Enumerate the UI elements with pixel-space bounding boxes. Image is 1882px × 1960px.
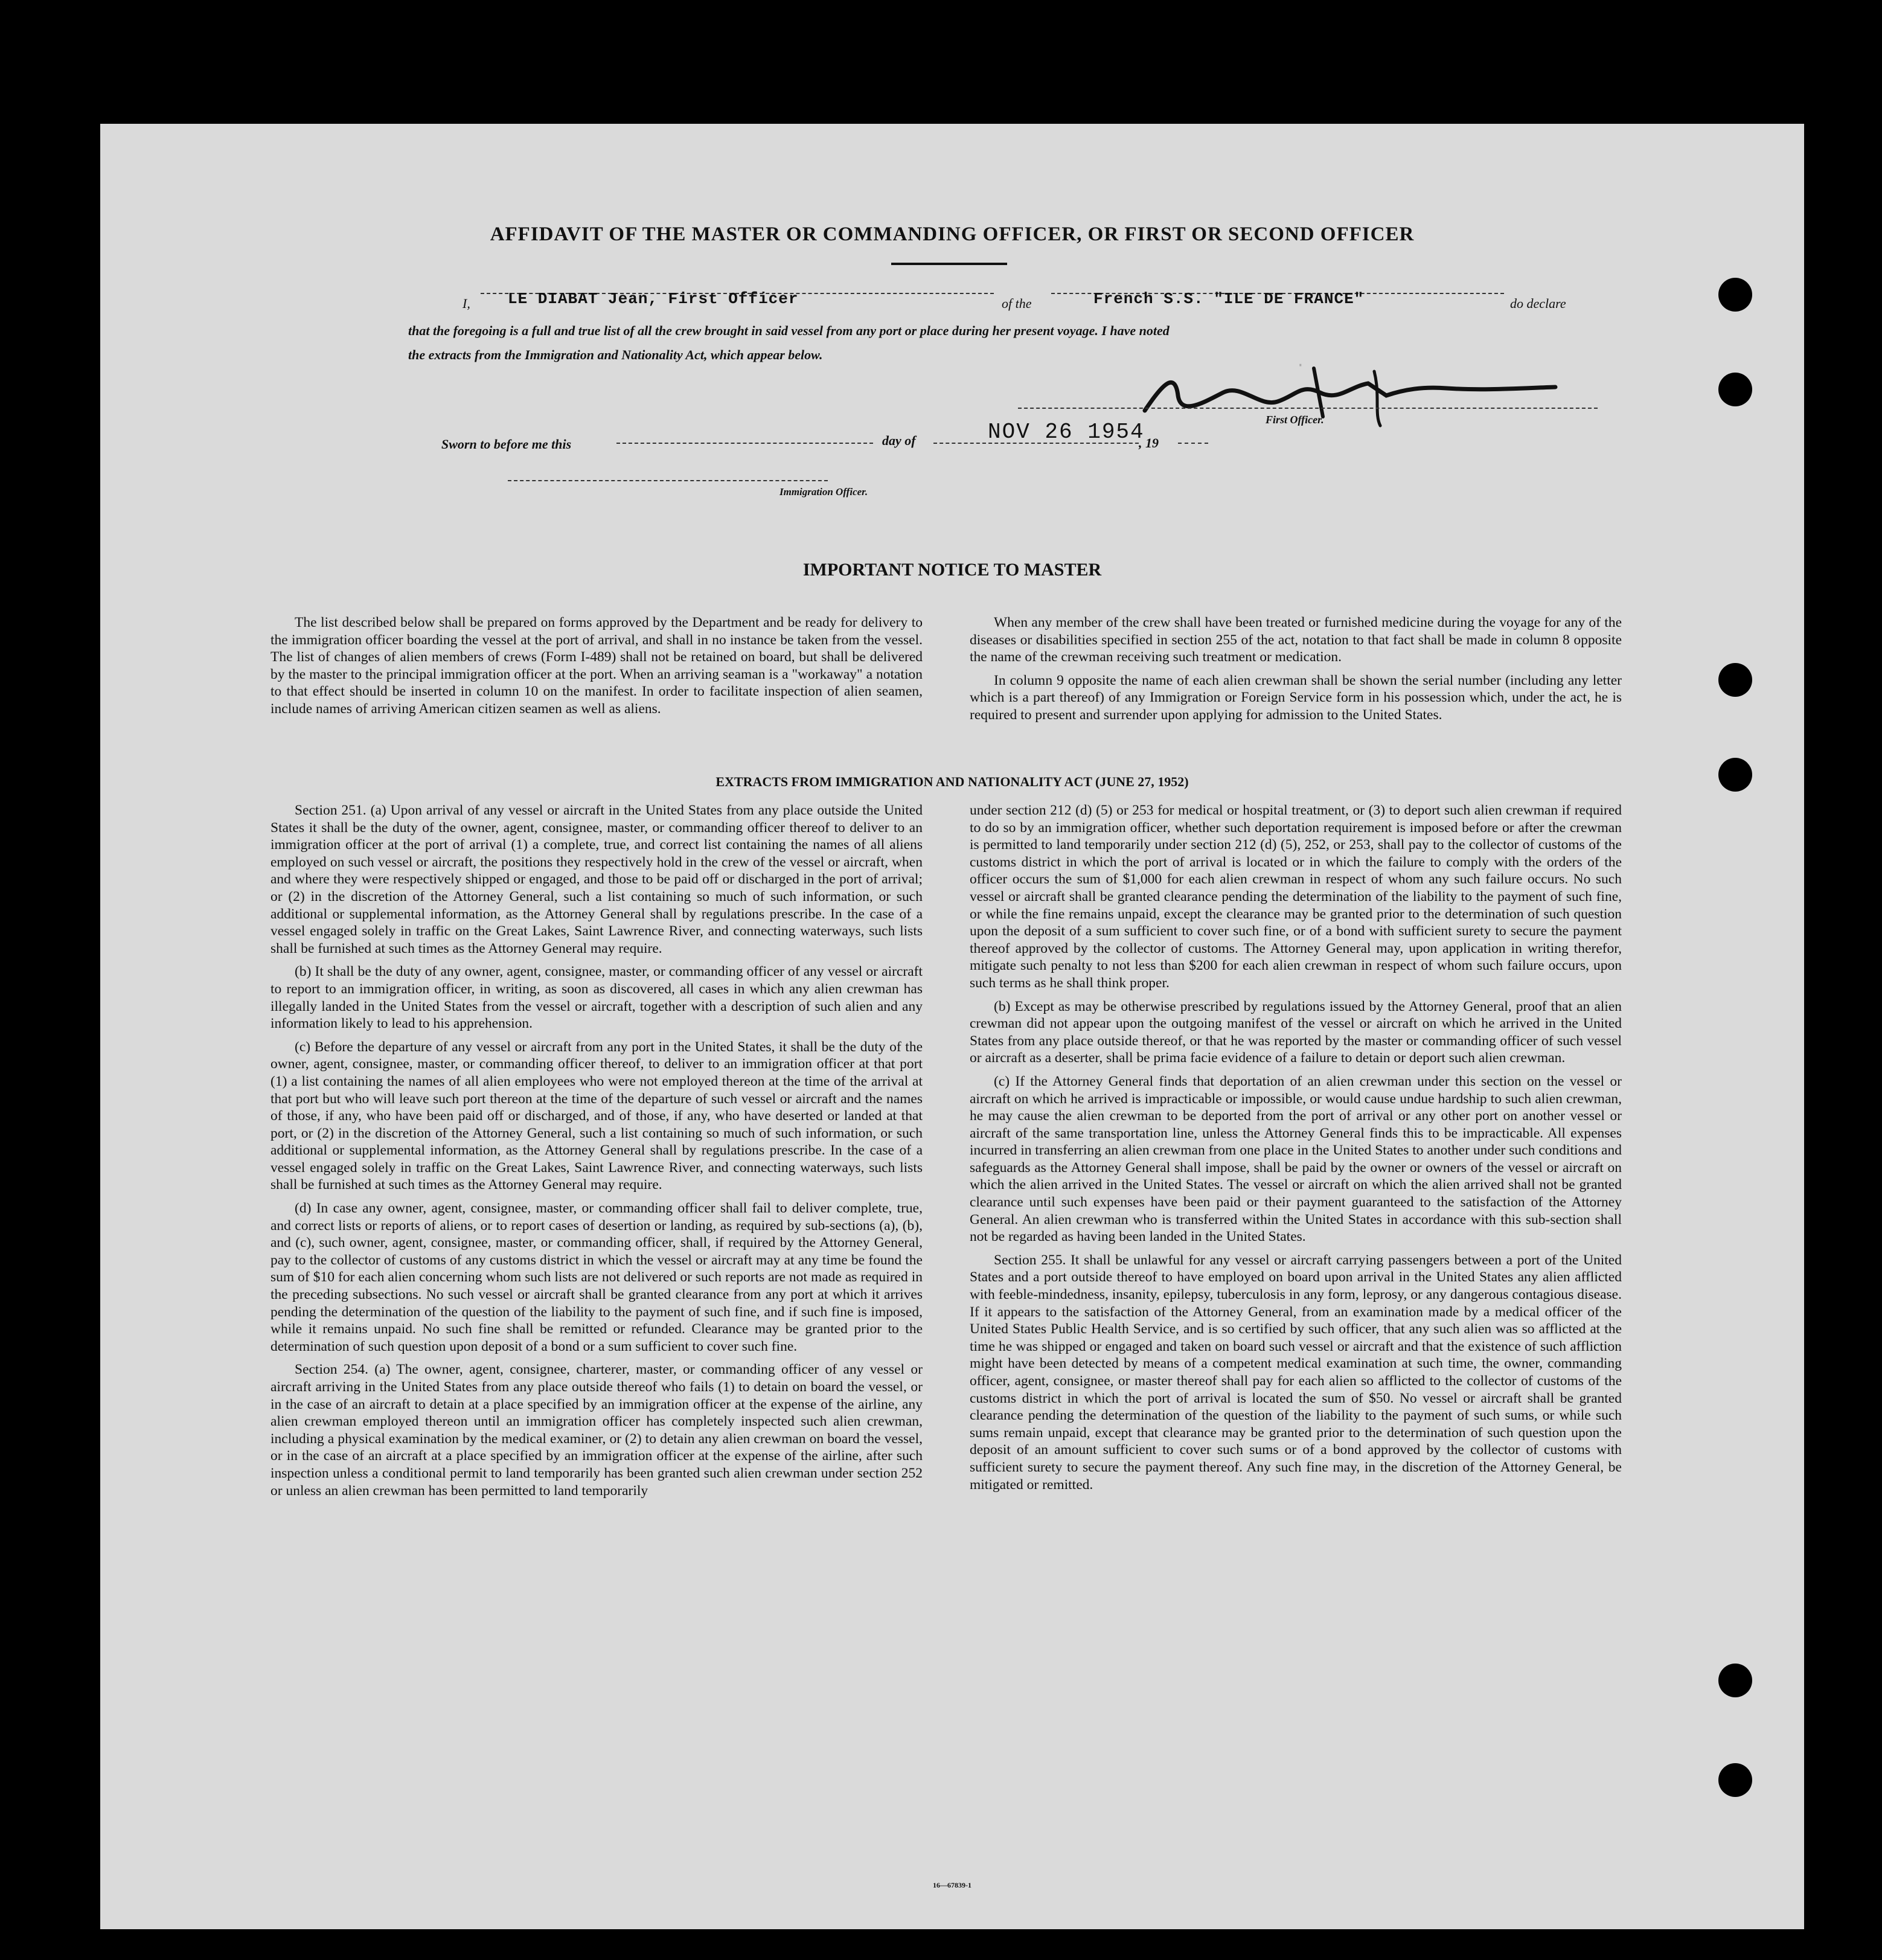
section-254a-continued: under section 212 (d) (5) or 253 for medical or hospital treatment, or (3) to deport such alien crewman if required to do so by an immigration officer, whether such deportation requirement is imposed before or after the crewman is permitted to land temporarily under section 212 (d) (5), 252, or 253, shall pay to the collector of customs of the customs district in which the port of arrival is located or in which the failure to comply with the orders of the officer occurs the sum of $1,000 for each alien crewman in respect of whom any such failure occurs. No such vessel or aircraft shall be granted clearance pending the determination of the liability to the payment of such fine, or while the fine remains unpaid, except the clearance may be granted prior to the determination of such question upon the deposit of a sum sufficient to cover such fine, or of a bond with sufficient surety to secure the payment thereof approved by the collector of customs. The Attorney General may, upon application in writing therefor, mitigate such penalty to not less than $200 for each alien crewman in respect of whom such failure occurs, upon such terms as he shall think proper.	[970, 802, 1622, 991]
form-code: 16—67839-1	[933, 1881, 971, 1889]
signature-line	[1018, 408, 1598, 409]
extracts-right-column	[970, 802, 1622, 1499]
notice-left-column	[270, 614, 923, 724]
sworn-label: Sworn to before me this	[441, 437, 572, 452]
handwritten-signature-icon	[1121, 359, 1580, 438]
immigration-officer-label: Immigration Officer.	[779, 486, 868, 498]
punch-hole-icon	[1718, 1664, 1752, 1697]
of-the-label: of the	[1002, 296, 1032, 311]
affidavit-body-line-1: that the foregoing is a full and true list of all the crew brought in said vessel from any port or place during her present voyage. I have noted	[408, 323, 1170, 338]
punch-hole-icon	[1718, 278, 1752, 312]
section-254c: (c) If the Attorney General finds that deportation of an alien crewman under this section on the vessel or aircraft on which he arrived is impracticable or impossible, or would cause undue hardship to such alien crewman, he may cause the alien crewman to be deported from the port of arrival or any other port on another vessel or aircraft of the same transportation line, unless the Attorney General finds this to be impracticable. All expenses incurred in transferring an alien crewman from one place in the United States to another under such conditions and safeguards as the Attorney General shall impose, shall be paid by the owner or owners of the vessel or aircraft on which the alien arrived in the United States. The vessel or aircraft on which the alien arrived shall not be granted clearance until such expenses have been paid or their payment guaranteed to the satisfaction of the Attorney General. An alien crewman who is transferred within the United States in accordance with this sub-section shall not be regarded as having been landed in the United States.	[970, 1073, 1622, 1245]
section-251a: Section 251. (a) Upon arrival of any vessel or aircraft in the United States from any place outside the United States it shall be the duty of the owner, agent, consignee, master, or commanding officer thereof to deliver to an immigration officer at the port of arrival (1) a complete, true, and correct list containing the names of all aliens employed on such vessel or aircraft, the positions they respectively hold in the crew of the vessel or aircraft, when and where they were respectively shipped or engaged, and those to be paid off or discharged in the port of arrival; or (2) in the discretion of the Attorney General, such a list containing so much of such information, or such additional or supplemental information, as the Attorney General shall by regulations prescribe. In the case of a vessel engaged solely in traffic on the Great Lakes, Saint Lawrence River, and connecting waterways, such lists shall be furnished at such times as the Attorney General may require.	[270, 802, 923, 956]
extracts-left-column	[270, 802, 923, 1505]
immigration-officer-line	[508, 480, 828, 481]
title-underline	[891, 263, 1007, 265]
notice-right-paragraph-1: When any member of the crew shall have been treated or furnished medicine during the voyage for any of the diseases or disabilities specified in section 255 of the act, notation to that fact shall be made in column 8 opposite the name of the crewman receiving such treatment or medication.	[970, 615, 1622, 665]
notice-left-paragraph: The list described below shall be prepared on forms approved by the Department and be ready for delivery to the immigration officer boarding the vessel at the port of arrival, and shall in no instance be taken from the vessel. The list of changes of alien members of crews (Form I-489) shall not be retained on board, but shall be delivered by the master to the principal immigration officer at the port. When an arriving seaman is a "workaway" a notation to that effect should be inserted in column 10 on the manifest. In order to facilitate inspection of alien seamen, include names of arriving American citizen seamen as well as aliens.	[270, 615, 923, 717]
year-label: , 19	[1139, 435, 1159, 450]
punch-hole-icon	[1718, 663, 1752, 697]
sworn-day-line	[616, 443, 873, 444]
officer-title-label: First Officer.	[1266, 414, 1324, 426]
i-label: I,	[462, 296, 470, 311]
bleed-through-text: ·	[1296, 356, 1305, 374]
day-of-label: day of	[882, 433, 916, 448]
date-stamp: NOV 26 1954	[988, 420, 1145, 444]
do-declare-label: do declare	[1510, 296, 1566, 311]
notice-right-column	[970, 614, 1622, 730]
notice-right-paragraph-2: In column 9 opposite the name of each alien crewman shall be shown the serial number (including any letter which is a part thereof) of any Immigration or Foreign Service form in his possession which, under the act, he is required to present and surrender upon applying for admission to the United States.	[970, 672, 1622, 723]
punch-hole-icon	[1718, 373, 1752, 406]
section-254b: (b) Except as may be otherwise prescribed by regulations issued by the Attorney General, proof that an alien crewman did not appear upon the outgoing manifest of the vessel or aircraft on which he arrived in the United States from any place outside thereof, or that he was reported by the master or commanding officer of such vessel or aircraft as a deserter, shall be prima facie evidence of a failure to detain or deport such alien crewman.	[970, 998, 1622, 1066]
notice-title: IMPORTANT NOTICE TO MASTER	[802, 560, 1102, 580]
section-251b: (b) It shall be the duty of any owner, agent, consignee, master, or commanding officer of any vessel or aircraft to report to an immigration officer, in writing, as soon as discovered, all cases in which any alien crewman has illegally landed in the United States from the vessel or aircraft, together with a description of such alien and any information likely to lead to his apprehension.	[270, 964, 923, 1032]
officer-name-value: LE DIABAT Jean, First Officer	[508, 290, 799, 308]
section-251d: (d) In case any owner, agent, consignee, master, or commanding officer shall fail to deliver complete, true, and correct lists or reports of aliens, or to report cases of desertion or landing, as required by sub-sections (a), (b), and (c), such owner, agent, consignee, master, or commanding officer, shall, if required by the Attorney General, pay to the collector of customs of any customs district in which the vessel or aircraft may at any time be found the sum of $10 for each alien concerning whom such lists are not delivered or such reports are not made as required in the preceding subsections. No such vessel or aircraft shall be granted clearance from any port at which it arrives pending the determination of the question of the liability to the payment of such fine, and if such fine is imposed, while it remains unpaid. No such fine shall be remitted or refunded. Clearance may be granted prior to the determination of such question upon deposit of a bond or a sum sufficient to cover such fine.	[270, 1200, 923, 1354]
extracts-title: EXTRACTS FROM IMMIGRATION AND NATIONALITY ACT (JUNE 27, 1952)	[715, 774, 1189, 789]
year-line	[1178, 443, 1208, 444]
punch-hole-icon	[1718, 1763, 1752, 1797]
affidavit-body-line-2: the extracts from the Immigration and Nationality Act, which appear below.	[408, 347, 823, 362]
section-254a: Section 254. (a) The owner, agent, consignee, charterer, master, or commanding officer of any vessel or aircraft arriving in the United States from any place outside thereof who fails (1) to detain on board the vessel, or in the case of an aircraft to detain at a place specified by an immigration officer at the expense of the airline, any alien crewman employed thereon until an immigration officer has completely inspected such alien crewman, including a physical examination by the medical examiner, or (2) to detain any alien crewman on board the vessel, or in the case of an aircraft at a place specified by an immigration officer at the expense of the airline, after such inspection unless a conditional permit to land temporarily has been granted such alien crewman under section 252 or unless an alien crewman has been permitted to land temporarily	[270, 1362, 923, 1499]
document-page	[100, 124, 1804, 1929]
section-255: Section 255. It shall be unlawful for any vessel or aircraft carrying passengers between a port of the United States and a port outside thereof to have employed on board upon arrival in the United States any alien afflicted with feeble-mindedness, insanity, epilepsy, tuberculosis in any form, leprosy, or any dangerous contagious disease. If it appears to the satisfaction of the Attorney General, from an examination made by a medical officer of the United States Public Health Service, and is so certified by such officer, that any such alien was so afflicted at the time he was shipped or engaged and taken on board such vessel or aircraft and that the existence of such affliction might have been detected by means of a competent medical examination at such time, the owner, commanding officer, agent, consignee, or master thereof shall pay for each alien so afflicted to the collector of customs of the customs district in which the port of arrival is located the sum of $50. No vessel or aircraft shall be granted clearance pending the determination of the question of the liability to the payment of such sums, or while such sums remain unpaid, except that clearance may be granted prior to the determination of such question upon the deposit of an amount sufficient to cover such sums or of a bond approved by the collector of customs with sufficient surety to secure the payment thereof. Any such fine may, in the discretion of the Attorney General, be mitigated or remitted.	[970, 1252, 1622, 1493]
section-251c: (c) Before the departure of any vessel or aircraft from any port in the United States, it shall be the duty of the owner, agent, consignee, master, or commanding officer thereof, to deliver to an immigration officer at that port (1) a list containing the names of all alien employees who were not employed thereon at the time of the arrival at that port but who will leave such port thereon at the time of the departure of such vessel or aircraft and the names of those, if any, who have been paid off or discharged, and of those, if any, who have deserted or landed at that port, or (2) in the discretion of the Attorney General, such a list containing so much of such information, or such additional or supplemental information, as the Attorney General shall by regulations prescribe. In the case of a vessel engaged solely in traffic on the Great Lakes, Saint Lawrence River, and connecting waterways, such lists shall be furnished at such times as the Attorney General may require.	[270, 1039, 923, 1193]
vessel-name-value: French S.S. "ILE DE FRANCE"	[1093, 290, 1365, 308]
affidavit-title: AFFIDAVIT OF THE MASTER OR COMMANDING OFFICER, OR FIRST OR SECOND OFFICER	[490, 223, 1415, 245]
